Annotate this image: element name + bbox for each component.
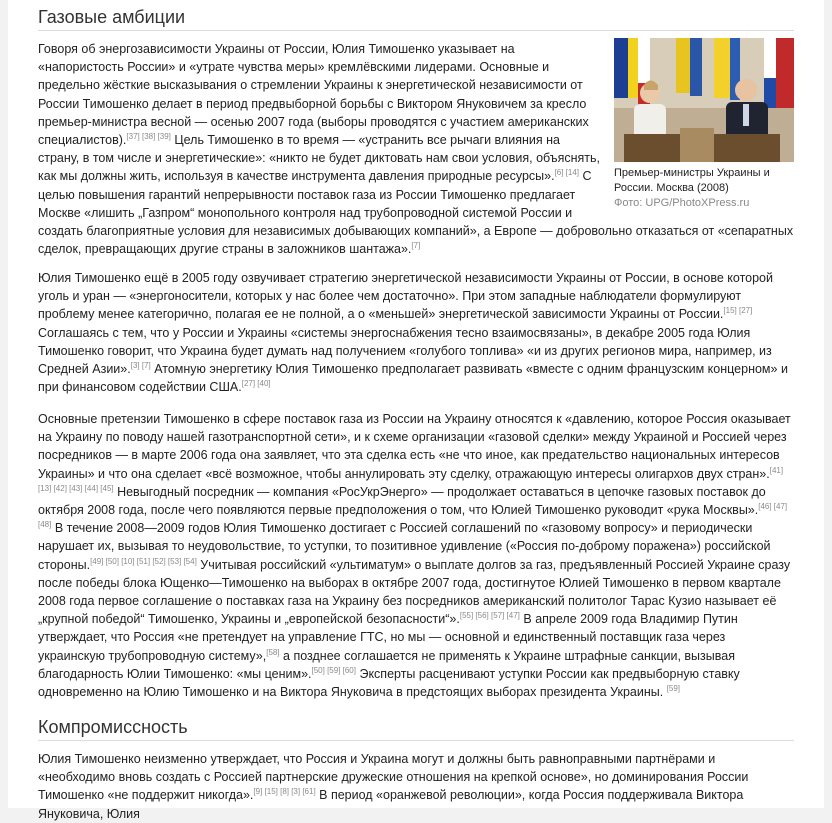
paragraph-text: В апреле 2009 года Владимир Путин утверждает, что Россия «не претендует на управление ГТС, но мы — основной и единственный поставщик газа через украинскую трубопроводную систему», xyxy=(38,612,738,663)
paragraph-text: Основные претензии Тимошенко в сфере поставок газа из России на Украину относятся к «давлению, которое Россия оказывает на Украину по поводу нашей газотранспортной сети», и к схеме организации «газовой сделки» между Украиной и Россией через посредников — в марте 2006 года она заявляет, что эта сделка есть «не что иное, как предательство национальных интересов Украины» и что она сделает «всё возможное, чтобы аннулировать эту сделку, отражающую интересы олигархов двух стран». xyxy=(38,412,791,481)
citation-link[interactable]: [27] [40] xyxy=(241,379,271,389)
citation-link[interactable]: [15] [27] xyxy=(723,306,753,316)
paragraph-text: Юлия Тимошенко неизменно утверждает, что Россия и Украина могут и должны быть равноправными партнёрами и «необходимо вновь создать с Россией партнерские дружеские отношения на крепкой основе», но доминирования России Тимошенко «не поддержит никогда». xyxy=(38,752,749,803)
paragraph-text: С целью повышения гарантий непрерывности поставок газа из России Тимошенко предлагает Москве «лишить „Газпром“ монопольного контроля над трубопроводной системой России и создать благоприятные условия для независимых добывающих компаний», а Европе — добровольно отказаться от «сепаратных сделок, превращающих другие страны в заложников шантажа». xyxy=(38,169,794,257)
paragraph-text: Соглашаясь с тем, что у России и Украины «системы энергоснабжения тесно взаимосвязаны», в декабре 2005 года Юлия Тимошенко говорит, что Украина будет думать над получением «голубого топлива» «и из других регионов мира, например, из Средней Азии». xyxy=(38,325,772,377)
paragraph-text: Говоря об энергозависимости Украины от России, Юлия Тимошенко указывает на «напористость России» и «утрате чувства меры» кремлёвскими лидерами. Основные и предельно жёсткие высказывания о стремлении Украины к энергетической независимости от России Тимошенко делает в период предвыборной борьбы с Виктором Януковичем за кресло премьер-министра весной — осенью 2007 года (выборы проводятся с участием американских специалистов). xyxy=(38,42,589,148)
paragraph-text: В период «оранжевой революции», когда Россия поддерживала Виктора Януковича, Юлия xyxy=(38,788,744,821)
citation-link[interactable]: [9] [15] [8] [3] [61] xyxy=(253,787,316,797)
citation-link[interactable]: [7] xyxy=(411,241,421,251)
section-heading-gas-ambitions: Газовые амбиции xyxy=(38,6,794,31)
citation-link[interactable]: [55] [56] [57] [47] xyxy=(459,611,520,621)
paragraph-text: Атомную энергетику Юлия Тимошенко предполагает развивать «вместе с одним французским концерном» и при финансовом содействии США. xyxy=(38,362,788,395)
paragraph-text: Невыгодный посредник — компания «РосУкрЭнерго» — продолжает оставаться в цепочке газовых поставок до октября 2008 года, после чего появляются первые предположения о том, что Юлией Тимошенко руководит «рука Москвы». xyxy=(38,484,766,518)
citation-link[interactable]: [37] [38] [39] xyxy=(126,131,171,141)
figure-photo xyxy=(614,38,794,162)
paragraph xyxy=(38,40,794,258)
photo-image xyxy=(614,38,794,162)
citation-link[interactable]: [50] [59] [60] xyxy=(311,665,356,675)
citation-link[interactable]: [3] [7] xyxy=(130,360,151,370)
paragraph-text: Учитывая российский «ультиматум» о выплате долгов за газ, предъявленный Россией Украине сразу после победы блока Ющенко—Тимошенко на выборах в октябре 2007 года, достигнутое Юлией Тимошенко в первом квартале 2008 года первое соглашение о поставках газа на Украину без посредников американский политолог Тарас Кузио называет её „крупной победой“ Тимошенко, Украины и „европейской безопасности“». xyxy=(38,557,791,627)
paragraph-text: Юлия Тимошенко ещё в 2005 году озвучивает стратегию энергетической независимости Украины от России, в основе которой уголь и уран — «энергоносители, которых у нас более чем достаточно». При этом западные наблюдатели формулируют проблему менее категорично, полагая ее не полной, а о «меньшей» энергетической зависимости Украины от России. xyxy=(38,271,773,322)
citation-link[interactable]: [6] [14] xyxy=(554,168,580,178)
paragraph-text: Эксперты расценивают уступки России как предвыборную ставку одновременно на Юлию Тимошенко и на Виктора Януковича в предстоящих выборах президента Украины. xyxy=(38,666,740,700)
citation-link[interactable]: [49] [50] [10] [51] [52] [53] [54] xyxy=(90,556,197,566)
paragraph xyxy=(38,750,794,823)
citation-link[interactable]: [46] [47] [48] xyxy=(38,501,788,530)
citation-link[interactable]: [59] xyxy=(666,683,681,693)
section-heading-compromise: Компромиссность xyxy=(38,716,794,741)
paragraph-text: В течение 2008—2009 годов Юлия Тимошенко достигает с Россией соглашений по «газовому вопросу» и периодически нарушает их, вызывая то неудовольствие, то уступки, то позитивное удивление («Россия по-доброму поражена») российской стороны. xyxy=(38,521,771,572)
figure xyxy=(614,38,794,211)
figure-caption: Премьер-министры Украины и России. Москва (2008) xyxy=(614,167,770,194)
figure-credit: Фото: UPG/PhotoXPress.ru xyxy=(614,197,750,209)
paragraph xyxy=(38,269,794,396)
paragraph xyxy=(38,410,794,701)
paragraph-text: Цель Тимошенко в то время — «устранить все рычаги влияния на страну, в том числе и энергетические»: «никто не будет диктовать нам свои условия, объяснять, как мы должны жить, используя в качестве инструмента давления природные ресурсы». xyxy=(38,133,601,184)
citation-link[interactable]: [58] xyxy=(266,647,280,657)
article-content xyxy=(8,0,824,821)
citation-link[interactable]: [41] [13] [42] [43] [44] [45] xyxy=(38,465,784,493)
paragraph-text: а позднее соглашается не применять к Украине штрафные санкции, вызывая благодарность Юлии Тимошенко: «мы ценим». xyxy=(38,648,735,681)
